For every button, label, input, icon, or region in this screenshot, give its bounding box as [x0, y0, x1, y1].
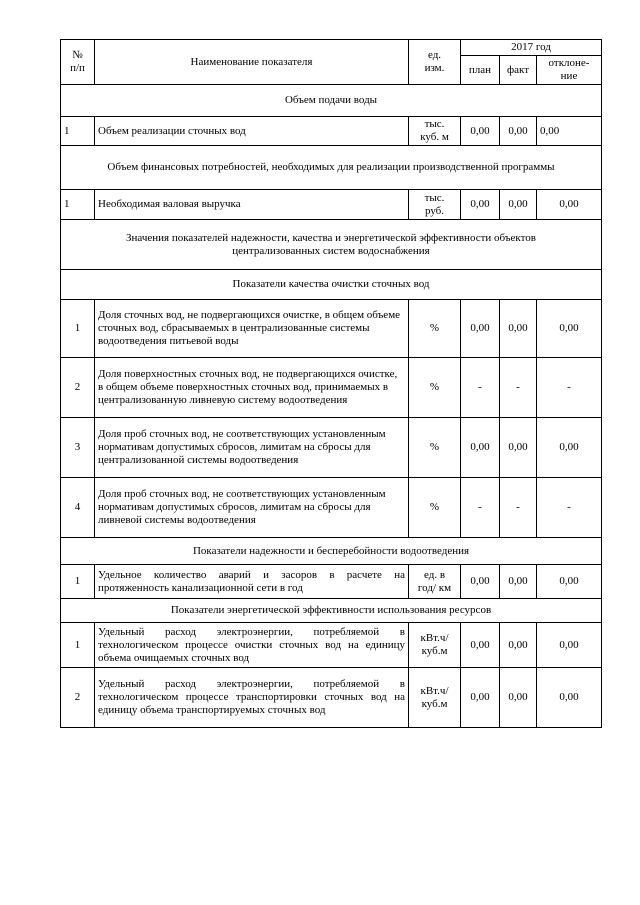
row-num: 3 [61, 418, 95, 478]
row-num: 4 [61, 478, 95, 538]
row-deviation: - [537, 358, 602, 418]
row-fact: 0,00 [500, 668, 537, 728]
row-unit: ед. в год/ км [409, 565, 461, 599]
row-deviation: 0,00 [537, 418, 602, 478]
section-water-supply: Объем подачи воды [61, 85, 602, 117]
table-row [61, 668, 602, 728]
section-financial-needs: Объем финансовых потребностей, необходимых для реализации производственной программы [61, 146, 602, 190]
row-deviation: 0,00 [537, 565, 602, 599]
header-num: № п/п [61, 40, 95, 85]
row-deviation: - [537, 478, 602, 538]
indicators-table [60, 39, 602, 728]
row-plan: - [461, 478, 500, 538]
row-plan: - [461, 358, 500, 418]
row-deviation: 0,00 [537, 300, 602, 358]
row-unit: тыс. куб. м [409, 117, 461, 146]
row-deviation: 0,00 [537, 190, 602, 220]
row-num: 2 [61, 668, 95, 728]
row-num: 2 [61, 358, 95, 418]
table-row [61, 358, 602, 418]
section-energy-efficiency: Показатели энергетической эффективности использования ресурсов [61, 599, 602, 623]
row-unit: кВт.ч/ куб.м [409, 623, 461, 668]
row-deviation: 0,00 [537, 623, 602, 668]
row-fact: - [500, 358, 537, 418]
row-name: Необходимая валовая выручка [95, 190, 409, 220]
table-row [61, 623, 602, 668]
row-name: Доля проб сточных вод, не соответствующих установленным нормативам допустимых сбросов, лимитам на сбросы для ливневой системы водоотведения [95, 478, 409, 538]
header-year: 2017 год [461, 40, 602, 56]
row-unit: % [409, 418, 461, 478]
row-unit: кВт.ч/ куб.м [409, 668, 461, 728]
row-plan: 0,00 [461, 300, 500, 358]
row-name: Доля сточных вод, не подвергающихся очистке, в общем объеме сточных вод, сбрасываемых в централизованные системы водоотведения питьевой воды [95, 300, 409, 358]
header-fact: факт [500, 56, 537, 85]
row-plan: 0,00 [461, 565, 500, 599]
row-num: 1 [61, 623, 95, 668]
row-fact: 0,00 [500, 190, 537, 220]
row-plan: 0,00 [461, 117, 500, 146]
row-num: 1 [61, 565, 95, 599]
row-plan: 0,00 [461, 668, 500, 728]
table-row [61, 565, 602, 599]
row-fact: 0,00 [500, 300, 537, 358]
section-reliability: Показатели надежности и бесперебойности водоотведения [61, 538, 602, 565]
header-name: Наименование показателя [95, 40, 409, 85]
table-row [61, 300, 602, 358]
row-fact: 0,00 [500, 418, 537, 478]
table-row [61, 418, 602, 478]
table-row [61, 117, 602, 146]
table-row [61, 478, 602, 538]
row-plan: 0,00 [461, 623, 500, 668]
row-fact: - [500, 478, 537, 538]
table-row [61, 190, 602, 220]
row-name: Удельное количество аварий и засоров в расчете на протяженность канализационной сети в год [95, 565, 409, 599]
row-num: 1 [61, 190, 95, 220]
header-deviation: отклоне- ние [537, 56, 602, 85]
row-name: Удельный расход электроэнергии, потребляемой в технологическом процессе транспортировки сточных вод на единицу объема транспортируемых сточных вод [95, 668, 409, 728]
row-fact: 0,00 [500, 565, 537, 599]
row-deviation: 0,00 [537, 117, 602, 146]
section-reliability-values: Значения показателей надежности, качества и энергетической эффективности объектов централизованных систем водоснабжения [61, 220, 602, 270]
row-unit: % [409, 478, 461, 538]
row-unit: тыс. руб. [409, 190, 461, 220]
row-plan: 0,00 [461, 418, 500, 478]
header-unit: ед. изм. [409, 40, 461, 85]
row-num: 1 [61, 300, 95, 358]
row-name: Удельный расход электроэнергии, потребляемой в технологическом процессе очистки сточных вод на единицу объема очищаемых сточных вод [95, 623, 409, 668]
row-unit: % [409, 358, 461, 418]
row-deviation: 0,00 [537, 668, 602, 728]
row-plan: 0,00 [461, 190, 500, 220]
row-unit: % [409, 300, 461, 358]
row-fact: 0,00 [500, 623, 537, 668]
row-name: Доля поверхностных сточных вод, не подвергающихся очистке, в общем объеме поверхностных сточных вод, принимаемых в централизованную ливневую систему водоотведения [95, 358, 409, 418]
header-plan: план [461, 56, 500, 85]
section-treatment-quality: Показатели качества очистки сточных вод [61, 270, 602, 300]
row-name: Доля проб сточных вод, не соответствующих установленным нормативам допустимых сбросов, лимитам на сбросы для централизованной системы водоотведения [95, 418, 409, 478]
row-num: 1 [61, 117, 95, 146]
row-fact: 0,00 [500, 117, 537, 146]
row-name: Объем реализации сточных вод [95, 117, 409, 146]
